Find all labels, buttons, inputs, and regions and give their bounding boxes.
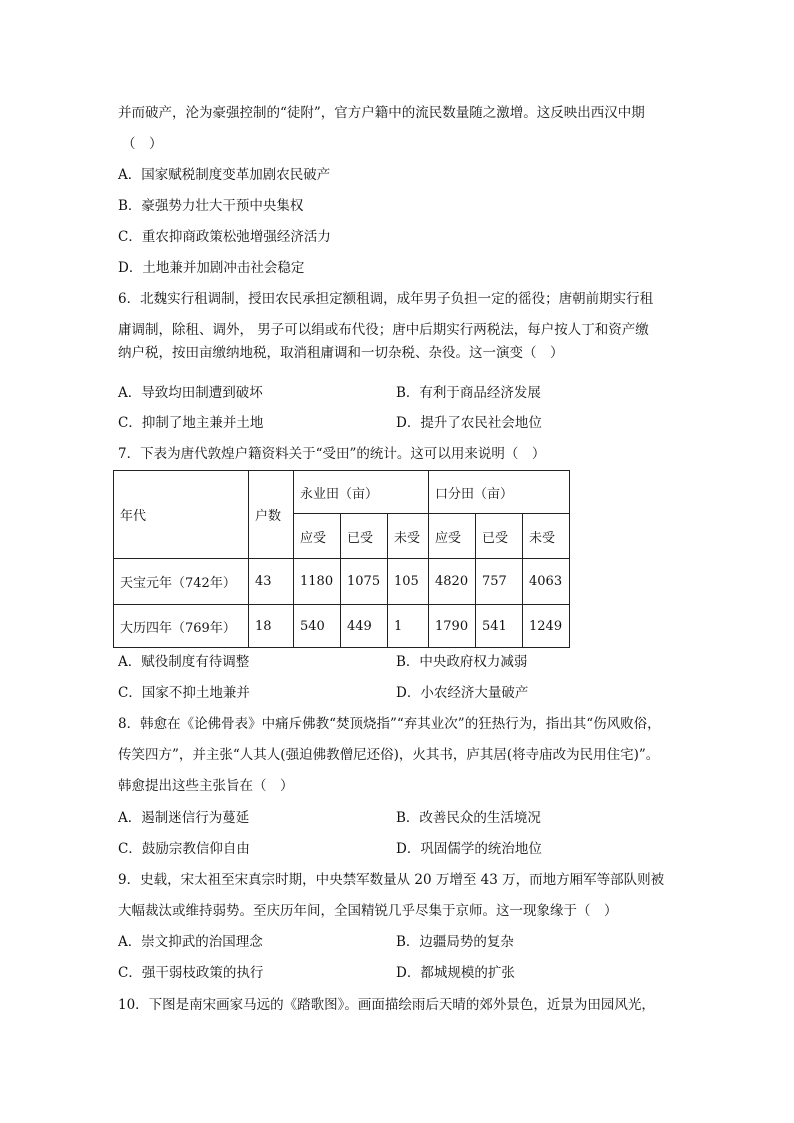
q6-option-a: A．导致均田制遭到破坏 bbox=[118, 385, 263, 401]
q9-stem-line-2: 大幅裁汰或维持弱势。至庆历年间，全国精锐几乎尽集于京师。这一现象缘于（ ） bbox=[118, 903, 618, 919]
q5-option-b: B．豪强势力壮大干预中央集权 bbox=[118, 198, 304, 214]
table-cell: 1180 bbox=[294, 559, 341, 605]
q8-option-c: C．鼓励宗教信仰自由 bbox=[118, 841, 250, 857]
table-header-era: 年代 bbox=[114, 471, 249, 559]
table-row bbox=[114, 605, 570, 648]
q8-stem-line-2: 传笑四方”，并主张“人其人(强迫佛教僧尼还俗)，火其书，庐其居(将寺庙改为民用住宅)”。 bbox=[118, 747, 660, 763]
table-header-yongye: 永业田（亩） bbox=[294, 471, 429, 514]
table-cell: 540 bbox=[294, 605, 341, 648]
q7-option-d: D．小农经济大量破产 bbox=[396, 685, 529, 701]
table-cell: 105 bbox=[388, 559, 429, 605]
table-subheader: 应受 bbox=[429, 514, 476, 559]
table-subheader: 应受 bbox=[294, 514, 341, 559]
table-cell: 757 bbox=[476, 559, 523, 605]
q5-answer-paren: （ ） bbox=[122, 136, 163, 152]
table-cell: 1249 bbox=[523, 605, 570, 648]
q9-option-d: D．都城规模的扩张 bbox=[396, 965, 515, 981]
q6-option-b: B．有利于商品经济发展 bbox=[396, 385, 541, 401]
q8-option-d: D．巩固儒学的统治地位 bbox=[396, 841, 542, 857]
table-subheader: 未受 bbox=[523, 514, 570, 559]
q7-stem: 7．下表为唐代敦煌户籍资料关于“受田”的统计。这可以用来说明（ ） bbox=[118, 446, 546, 462]
q6-option-c: C．抑制了地主兼并土地 bbox=[118, 415, 264, 431]
q5-option-a: A．国家赋税制度变革加剧农民破产 bbox=[118, 167, 331, 183]
table-cell: 4820 bbox=[429, 559, 476, 605]
table-cell: 1790 bbox=[429, 605, 476, 648]
q6-stem-line-3: 纳户税，按田亩缴纳地税，取消租庸调和一切杂税、杂役。这一演变（ ） bbox=[118, 345, 564, 361]
table-cell: 1 bbox=[388, 605, 429, 648]
q9-option-c: C．强干弱枝政策的执行 bbox=[118, 965, 264, 981]
table-cell: 1075 bbox=[341, 559, 388, 605]
q7-option-c: C．国家不抑土地兼并 bbox=[118, 685, 250, 701]
table-subheader: 已受 bbox=[476, 514, 523, 559]
q7-option-a: A．赋役制度有待调整 bbox=[118, 654, 250, 670]
q8-stem-line-1: 8．韩愈在《论佛骨表》中痛斥佛教“焚顶烧指”“弃其业次”的狂热行为，指出其“伤风败俗， bbox=[118, 716, 661, 732]
q8-stem-line-3: 韩愈提出这些主张旨在（ ） bbox=[118, 778, 294, 794]
q6-stem-line-2: 庸调制，除租、调外， 男子可以绢或布代役；唐中后期实行两税法，每户按人丁和资产缴 bbox=[118, 322, 649, 338]
q8-option-b: B．改善民众的生活境况 bbox=[396, 810, 541, 826]
q6-stem-line-1: 6．北魏实行租调制，授田农民承担定额租调，成年男子负担一定的徭役；唐朝前期实行租 bbox=[118, 291, 654, 307]
table-header-koufen: 口分田（亩） bbox=[429, 471, 570, 514]
table-cell: 18 bbox=[249, 605, 294, 648]
q5-option-c: C．重农抑商政策松弛增强经济活力 bbox=[118, 229, 331, 245]
q9-stem-line-1: 9．史载，宋太祖至宋真宗时期，中央禁军数量从 20 万增至 43 万，而地方厢军等部队则被 bbox=[118, 872, 665, 888]
table-cell: 天宝元年（742年） bbox=[114, 559, 249, 605]
q8-option-a: A．遏制迷信行为蔓延 bbox=[118, 810, 250, 826]
table-cell: 大历四年（769年） bbox=[114, 605, 249, 648]
table-row bbox=[114, 559, 570, 605]
table-cell: 449 bbox=[341, 605, 388, 648]
q5-option-d: D．土地兼并加剧冲击社会稳定 bbox=[118, 260, 305, 276]
q7-option-b: B．中央政府权力减弱 bbox=[396, 654, 528, 670]
q7-land-table bbox=[113, 470, 570, 648]
q5-stem-tail: 并而破产，沦为豪强控制的“徒附”，官方户籍中的流民数量随之激增。这反映出西汉中期 bbox=[118, 105, 645, 121]
q9-option-b: B．边疆局势的复杂 bbox=[396, 934, 514, 950]
table-header-households: 户数 bbox=[249, 471, 294, 559]
table-cell: 4063 bbox=[523, 559, 570, 605]
q6-option-d: D．提升了农民社会地位 bbox=[396, 415, 542, 431]
q10-stem: 10．下图是南宋画家马远的《踏歌图》。画面描绘雨后天晴的郊外景色，近景为田园风光， bbox=[118, 997, 655, 1013]
q9-option-a: A．崇文抑武的治国理念 bbox=[118, 934, 263, 950]
table-cell: 541 bbox=[476, 605, 523, 648]
table-subheader: 已受 bbox=[341, 514, 388, 559]
table-subheader: 未受 bbox=[388, 514, 429, 559]
table-cell: 43 bbox=[249, 559, 294, 605]
